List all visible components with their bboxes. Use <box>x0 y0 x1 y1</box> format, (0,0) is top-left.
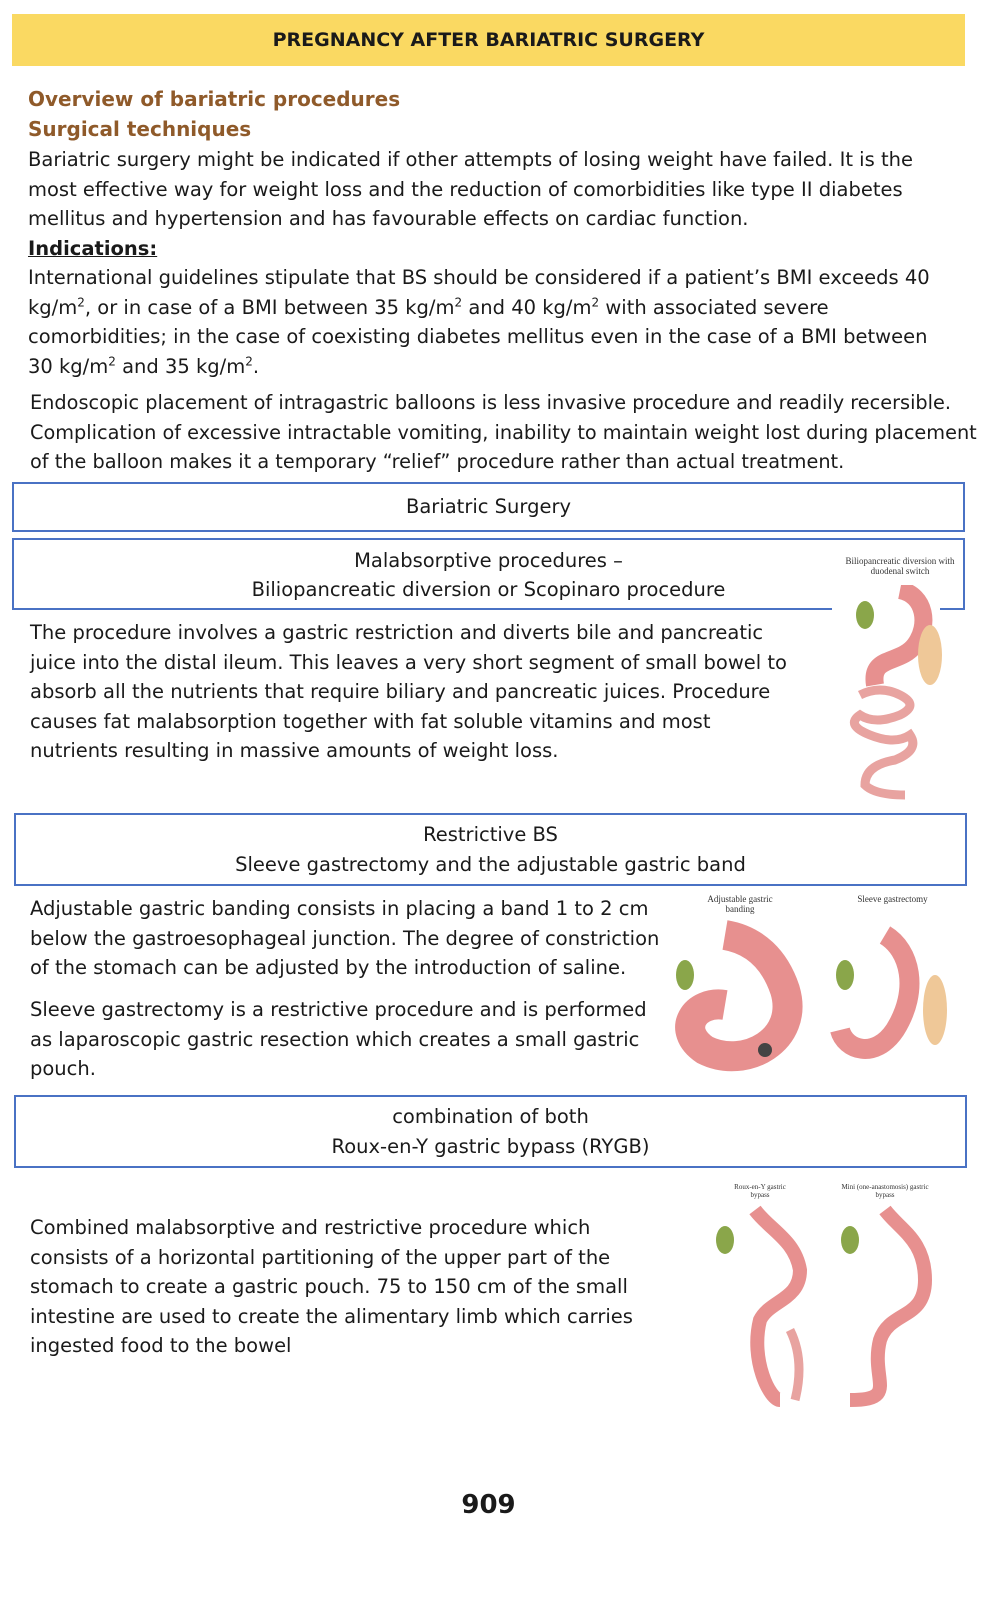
bpd-caption: Biliopancreatic diversion with duodenal switch <box>845 556 955 576</box>
bpd-illustration <box>830 585 950 800</box>
overview-heading: Overview of bariatric procedures <box>28 87 401 111</box>
rygb-text: Combined malabsorptive and restrictive procedure which consists of a horizontal partitioning of the upper part of the stomach to create a gastric pouch. 75 to 150 cm of the small intestine are used to create the alimentary limb which carries ingested food to the bowel <box>30 1216 633 1357</box>
restrictive-box: Restrictive BS Sleeve gastrectomy and the adjustable gastric band <box>14 813 967 886</box>
banding-caption: Adjustable gastric banding <box>707 894 773 914</box>
combination-box: combination of both Roux-en-Y gastric bypass (RYGB) <box>14 1095 967 1168</box>
bariatric-surgery-box: Bariatric Surgery <box>12 482 965 532</box>
malabsorptive-text: The procedure involves a gastric restriction and diverts bile and pancreatic juice into the distal ileum. This leaves a very short segment of small bowel to absorb all the nutrients that require biliary and pancreatic juices. Procedure causes fat malabsorption together with fat soluble vitamins and most nutrients resulting in massive amounts of weight loss. <box>30 621 787 762</box>
techniques-heading: Surgical techniques <box>28 117 252 141</box>
sleeve-caption: Sleeve gastrectomy <box>857 894 928 904</box>
page-header: PREGNANCY AFTER BARIATRIC SURGERY <box>12 14 965 66</box>
rygb-caption: Roux-en-Y gastric bypass <box>734 1183 786 1199</box>
page-number: 909 <box>461 1490 516 1520</box>
sleeve-text: Sleeve gastrectomy is a restrictive procedure and is performed as laparoscopic gastric resection which creates a small gastric pouch. <box>30 998 647 1080</box>
bypass-illustrations <box>700 1200 960 1410</box>
malabsorptive-box: Malabsorptive procedures – Biliopancreatic diversion or Scopinaro procedure <box>12 538 965 610</box>
indications-text: International guidelines stipulate that BS should be considered if a patient’s BMI exceeds 40 $kg/m^2$, or in case of a BMI between 35 $kg/m^2$ and 40 $kg/m^2$ with associated severe comorbidities; in the case of coexisting diabetes mellitus even in the case of a BMI between 30 $kg/m^2$ and 35 $kg/m^2$. <box>28 266 930 378</box>
mini-bypass-caption: Mini (one-anastomosis) gastric bypass <box>841 1183 929 1199</box>
restrictive-illustrations <box>665 920 965 1080</box>
intro-text: Bariatric surgery might be indicated if other attempts of losing weight have failed. It is the most effective way for weight loss and the reduction of comorbidities like type II diabetes mellitus and hypertension and has favourable effects on cardiac function. <box>28 148 913 230</box>
indications-heading: Indications: <box>28 237 158 260</box>
balloon-text: Endoscopic placement of intragastric balloons is less invasive procedure and readily recersible. Complication of excessive intractable vomiting, inability to maintain weight lost during placement of the balloon makes it a temporary “relief” procedure rather than actual treatment. <box>30 391 977 473</box>
banding-text: Adjustable gastric banding consists in placing a band 1 to 2 cm below the gastroesophageal junction. The degree of constriction of the stomach can be adjusted by the introduction of saline. <box>30 897 660 979</box>
